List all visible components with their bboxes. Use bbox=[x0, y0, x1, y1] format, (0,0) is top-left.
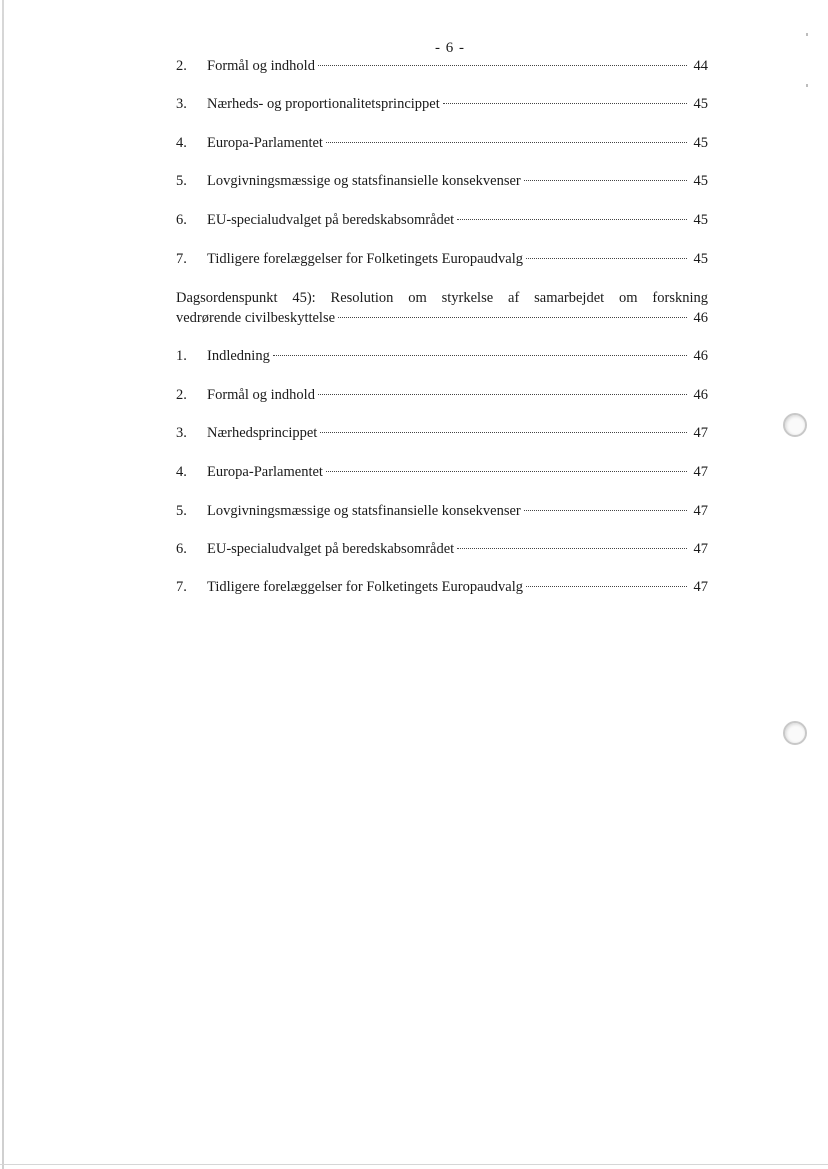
toc-entry-number: 4. bbox=[176, 135, 187, 151]
dot-leader bbox=[326, 471, 687, 472]
toc-entry-title: EU-specialudvalget på beredskabsområdet bbox=[207, 212, 455, 228]
toc-entry[interactable] bbox=[176, 348, 708, 368]
agenda-item-page: 46 bbox=[693, 310, 708, 326]
toc-entry-page: 45 bbox=[693, 135, 708, 151]
toc-entry-page: 47 bbox=[693, 541, 708, 557]
punch-hole bbox=[783, 413, 807, 437]
scan-edge-bottom bbox=[0, 1164, 828, 1165]
toc-entry[interactable] bbox=[176, 96, 708, 116]
dot-leader bbox=[524, 180, 687, 181]
toc-entry-number: 5. bbox=[176, 173, 187, 189]
toc-entry-page: 47 bbox=[693, 503, 708, 519]
scan-speck bbox=[806, 84, 808, 87]
toc-entry-page: 47 bbox=[693, 464, 708, 480]
toc-entry[interactable] bbox=[176, 58, 708, 78]
toc-entry-page: 45 bbox=[693, 173, 708, 189]
toc-entry-number: 6. bbox=[176, 541, 187, 557]
toc-entry-title: Nærhedsprincippet bbox=[207, 425, 318, 441]
page-number: - 6 - bbox=[435, 40, 465, 56]
dot-leader bbox=[318, 394, 687, 395]
toc-entry[interactable] bbox=[176, 251, 708, 271]
toc-entry-page: 44 bbox=[693, 58, 708, 74]
agenda-item-line1: Dagsordenspunkt 45): Resolution om styrkelse af samarbejdet om forskning bbox=[176, 290, 708, 306]
toc-entry-title: Tidligere forelæggelser for Folketingets Europaudvalg bbox=[207, 579, 523, 595]
dot-leader bbox=[320, 432, 687, 433]
toc-entry-title: Formål og indhold bbox=[207, 387, 315, 403]
toc-entry-page: 47 bbox=[693, 425, 708, 441]
toc-entry-number: 3. bbox=[176, 96, 187, 112]
toc-entry-number: 4. bbox=[176, 464, 187, 480]
toc-entry[interactable] bbox=[176, 387, 708, 407]
toc-entry[interactable] bbox=[176, 579, 708, 599]
dot-leader bbox=[318, 65, 687, 66]
agenda-item-title-cont: vedrørende civilbeskyttelse bbox=[176, 310, 336, 326]
toc-entry-number: 2. bbox=[176, 387, 187, 403]
toc-entry-title: Formål og indhold bbox=[207, 58, 315, 74]
toc-entry-title: Lovgivningsmæssige og statsfinansielle konsekvenser bbox=[207, 503, 521, 519]
toc-entry[interactable] bbox=[176, 425, 708, 445]
toc-entry[interactable] bbox=[176, 212, 708, 232]
toc-entry-number: 7. bbox=[176, 251, 187, 267]
toc-entry-page: 45 bbox=[693, 251, 708, 267]
toc-entry-page: 47 bbox=[693, 579, 708, 595]
punch-hole bbox=[783, 721, 807, 745]
agenda-item[interactable] bbox=[176, 290, 708, 330]
toc-entry[interactable] bbox=[176, 464, 708, 484]
toc-entry-page: 45 bbox=[693, 96, 708, 112]
toc-entry-page: 46 bbox=[693, 387, 708, 403]
toc-entry-title: Indledning bbox=[207, 348, 270, 364]
dot-leader bbox=[526, 258, 687, 259]
scan-speck bbox=[806, 33, 808, 36]
toc-entry[interactable] bbox=[176, 503, 708, 523]
toc-entry-number: 2. bbox=[176, 58, 187, 74]
toc-entry[interactable] bbox=[176, 135, 708, 155]
toc-entry-number: 3. bbox=[176, 425, 187, 441]
agenda-item-line2 bbox=[176, 310, 708, 330]
dot-leader bbox=[326, 142, 687, 143]
toc-entry-number: 7. bbox=[176, 579, 187, 595]
toc-entry-page: 46 bbox=[693, 348, 708, 364]
toc-entry-title: Europa-Parlamentet bbox=[207, 135, 323, 151]
toc-entry-number: 5. bbox=[176, 503, 187, 519]
toc-entry-title: Europa-Parlamentet bbox=[207, 464, 323, 480]
dot-leader bbox=[524, 510, 687, 511]
toc-entry-title: Nærheds- og proportionalitetsprincippet bbox=[207, 96, 440, 112]
toc-entry[interactable] bbox=[176, 173, 708, 193]
dot-leader bbox=[526, 586, 687, 587]
toc-entry-title: Lovgivningsmæssige og statsfinansielle konsekvenser bbox=[207, 173, 521, 189]
toc-entry-number: 1. bbox=[176, 348, 187, 364]
scan-edge-left bbox=[2, 0, 4, 1169]
toc-entry-page: 45 bbox=[693, 212, 708, 228]
toc-entry-number: 6. bbox=[176, 212, 187, 228]
toc-entry-title: Tidligere forelæggelser for Folketingets Europaudvalg bbox=[207, 251, 523, 267]
toc-entry[interactable] bbox=[176, 541, 708, 561]
dot-leader bbox=[457, 219, 687, 220]
toc-entry-title: EU-specialudvalget på beredskabsområdet bbox=[207, 541, 455, 557]
dot-leader bbox=[443, 103, 687, 104]
dot-leader bbox=[457, 548, 687, 549]
dot-leader bbox=[338, 317, 687, 318]
dot-leader bbox=[273, 355, 687, 356]
